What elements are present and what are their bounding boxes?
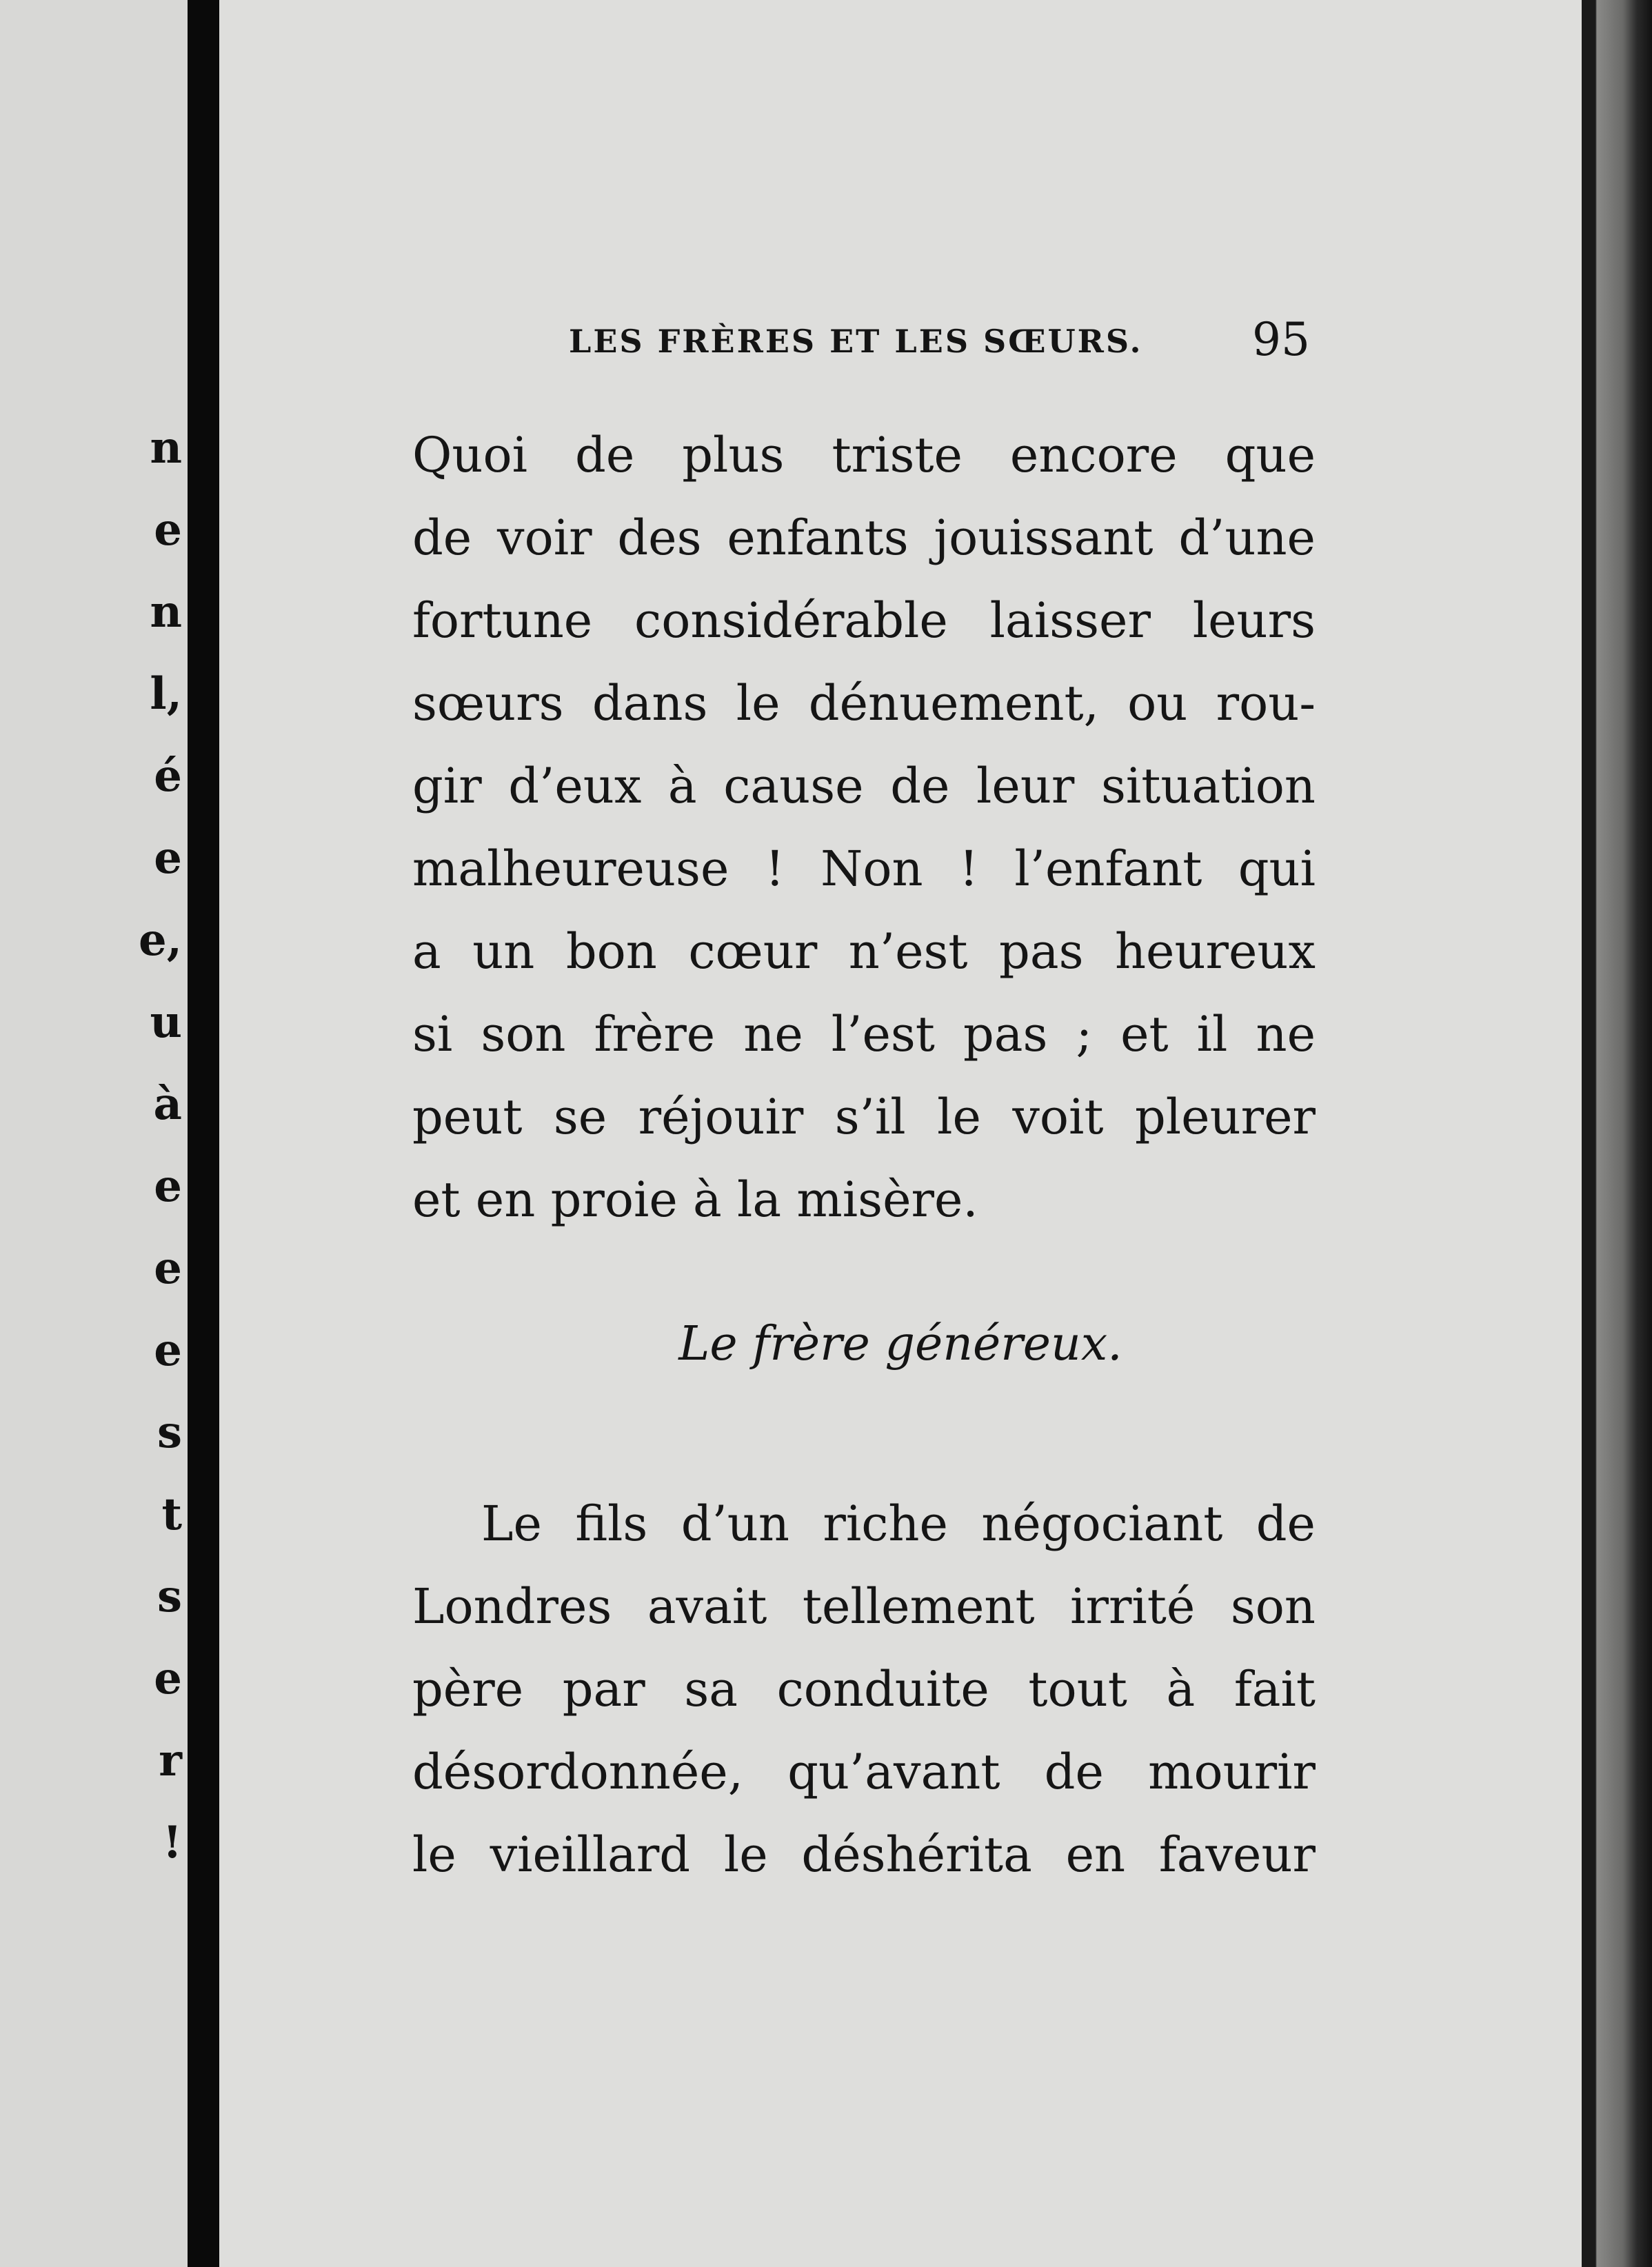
edge-char: e <box>154 504 182 556</box>
text-line: gir d’eux à cause de leur situation <box>412 758 1316 814</box>
edge-char: e <box>154 832 182 884</box>
text-line: désordonnée, qu’avant de mourir <box>412 1744 1316 1800</box>
text-line: sœurs dans le dénuement, ou rou- <box>412 675 1316 732</box>
left-page-cut-text <box>139 407 182 1884</box>
edge-char: ! <box>162 1817 182 1868</box>
text-line: le vieillard le déshérita en faveur <box>412 1826 1316 1883</box>
edge-char: e, <box>139 914 182 966</box>
text-line: Quoi de plus triste encore que <box>412 427 1316 483</box>
edge-char: u <box>150 996 182 1048</box>
edge-char: e <box>154 1324 182 1376</box>
page-number: 95 <box>1252 313 1310 366</box>
text-line: père par sa conduite tout à fait <box>412 1661 1316 1717</box>
text-line: malheureuse ! Non ! l’enfant qui <box>412 840 1316 897</box>
edge-char: l, <box>150 668 182 720</box>
text-line: et en proie à la misère. <box>412 1171 978 1228</box>
edge-char: n <box>150 422 182 474</box>
text-line: fortune considérable laisser leurs <box>412 592 1316 649</box>
edge-char: s <box>157 1407 182 1458</box>
edge-char: e <box>154 1242 182 1294</box>
edge-char: t <box>161 1489 182 1540</box>
text-line: si son frère ne l’est pas ; et il ne <box>412 1006 1316 1062</box>
edge-char: s <box>157 1571 182 1622</box>
edge-char: n <box>150 586 182 638</box>
text-line: a un bon cœur n’est pas heureux <box>412 923 1316 980</box>
text-line: peut se réjouir s’il le voit pleurer <box>412 1089 1316 1145</box>
running-header <box>569 313 1310 366</box>
book-gutter <box>188 0 219 2267</box>
running-title: LES FRÈRES ET LES SŒURS. <box>569 323 1143 360</box>
text-line: de voir des enfants jouissant d’une <box>412 510 1316 566</box>
edge-char: e <box>154 1160 182 1212</box>
edge-char: e <box>154 1653 182 1704</box>
edge-char: é <box>154 750 182 802</box>
paragraph-2 <box>412 1482 1316 1896</box>
adjacent-left-page <box>0 0 188 2267</box>
section-heading: Le frère généreux. <box>678 1317 1122 1371</box>
edge-char: à <box>153 1078 182 1130</box>
text-line: Le fils d’un riche négociant de <box>481 1495 1316 1552</box>
paragraph-1 <box>412 414 1316 1241</box>
text-line: Londres avait tellement irrité son <box>412 1578 1316 1635</box>
edge-char: r <box>159 1735 182 1786</box>
page-edge <box>1582 0 1652 2267</box>
